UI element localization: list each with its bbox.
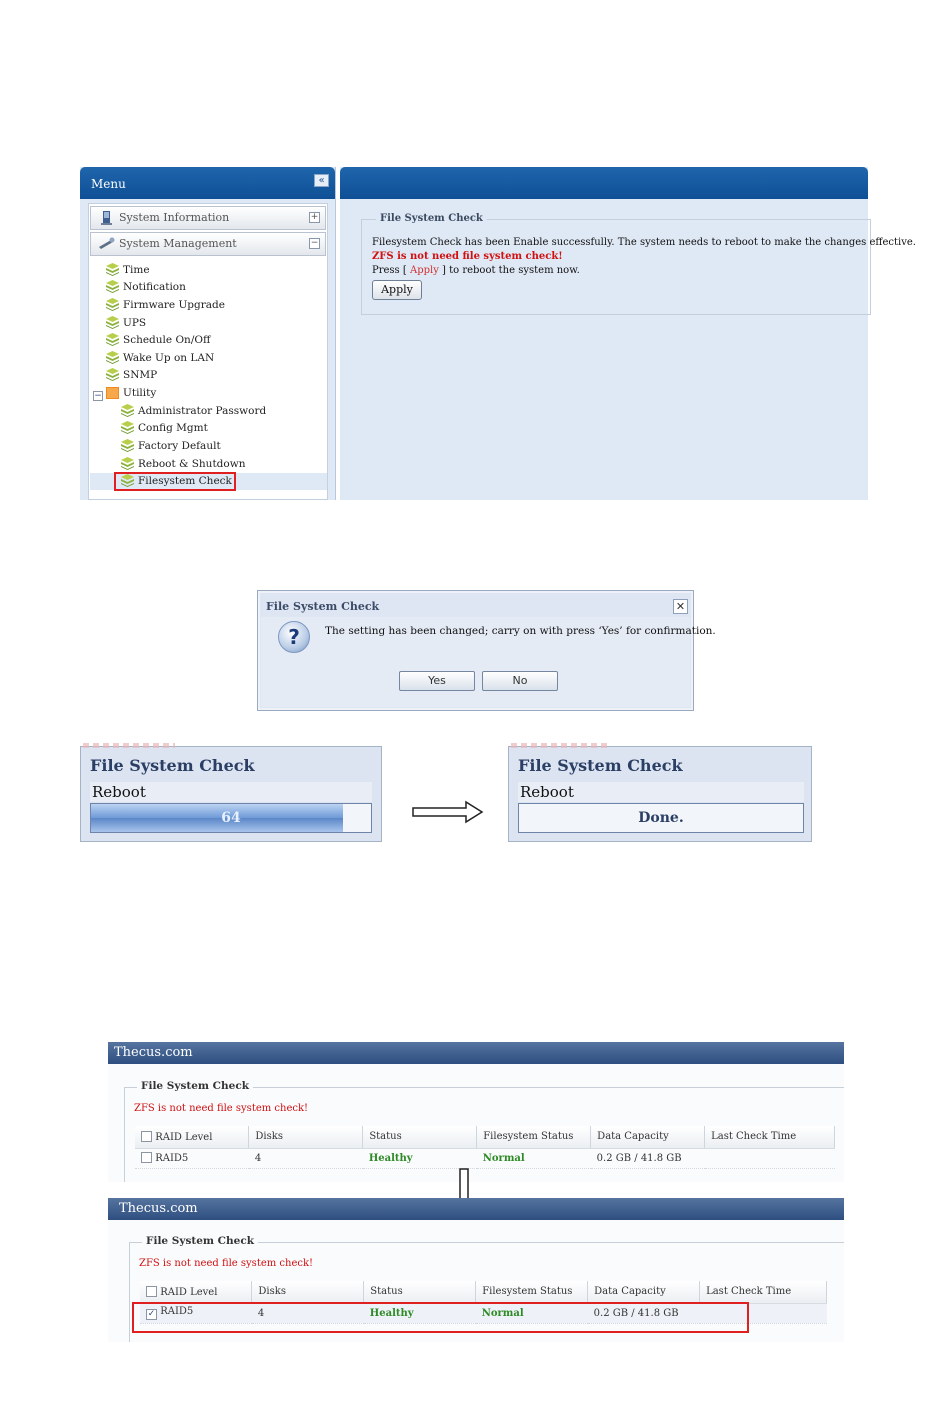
section-system-management[interactable] — [90, 232, 326, 256]
reboot-done-box — [508, 746, 812, 842]
module-icon — [106, 368, 119, 381]
fieldset-legend: File System Check — [137, 1080, 253, 1092]
thecus-screen-before — [108, 1042, 844, 1182]
content-panel — [340, 167, 916, 500]
system-information-icon — [99, 211, 115, 225]
close-icon[interactable]: ✕ — [673, 599, 688, 614]
module-icon — [106, 351, 119, 364]
column-header-raid-level — [135, 1126, 249, 1148]
menu-header — [80, 167, 335, 199]
background-residue — [83, 743, 175, 748]
column-header-status: Status — [363, 1126, 477, 1148]
reboot-progress-bar — [90, 803, 372, 833]
expand-icon[interactable]: + — [310, 212, 319, 222]
menu-item-notification[interactable] — [106, 279, 186, 296]
menu-item-factory-default[interactable] — [121, 438, 221, 455]
column-header-data-capacity: Data Capacity — [591, 1126, 705, 1148]
menu-item-label: Factory Default — [138, 440, 221, 452]
menu-item-label: UPS — [123, 317, 147, 329]
thecus-header: Thecus.com — [108, 1198, 844, 1220]
right-arrow-icon — [412, 800, 484, 824]
menu-item-ups[interactable] — [106, 315, 146, 332]
menu-item-reboot-shutdown[interactable] — [121, 456, 245, 473]
cell-data-capacity: 0.2 GB / 41.8 GB — [588, 1303, 700, 1323]
cell-disks: 4 — [249, 1148, 363, 1168]
reboot-label: Reboot — [90, 782, 372, 802]
content-header — [340, 167, 868, 199]
tools-icon — [99, 237, 115, 251]
row-checkbox[interactable] — [141, 1152, 152, 1163]
fieldset-legend: File System Check — [142, 1235, 258, 1247]
apply-button[interactable]: Apply — [372, 280, 422, 300]
reboot-title: File System Check — [90, 756, 255, 775]
reboot-progress-bar — [518, 803, 804, 833]
fieldset-legend: File System Check — [376, 213, 487, 224]
dialog-body — [261, 617, 716, 707]
cell-status: Healthy — [364, 1303, 476, 1323]
column-label: RAID Level — [160, 1286, 218, 1298]
raid-level-value: RAID5 — [155, 1153, 189, 1164]
menu-title: Menu — [91, 177, 126, 191]
background-residue — [511, 743, 607, 748]
column-header-data-capacity: Data Capacity — [588, 1281, 700, 1303]
cell-data-capacity: 0.2 GB / 41.8 GB — [591, 1148, 705, 1168]
progress-text: Done. — [638, 810, 684, 826]
thecus-header: Thecus.com — [108, 1042, 844, 1064]
module-icon — [121, 439, 134, 452]
module-icon — [106, 298, 119, 311]
module-icon — [121, 457, 134, 470]
menu-item-utility[interactable] — [93, 385, 156, 402]
cell-raid-level — [135, 1148, 249, 1168]
table-header — [140, 1281, 827, 1303]
file-system-check-fieldset — [361, 213, 916, 315]
no-button[interactable]: No — [482, 671, 558, 691]
column-header-status: Status — [364, 1281, 476, 1303]
menu-item-time[interactable] — [106, 262, 150, 279]
cell-last-check-time — [705, 1148, 835, 1168]
table-row[interactable] — [135, 1148, 835, 1168]
cell-status: Healthy — [363, 1148, 477, 1168]
press-suffix: ] to reboot the system now. — [442, 265, 580, 276]
yes-button[interactable]: Yes — [399, 671, 475, 691]
column-header-raid-level — [140, 1281, 252, 1303]
menu-item-snmp[interactable] — [106, 367, 157, 384]
success-message: Filesystem Check has been Enable successfully. The system needs to reboot to make the changes effective. — [372, 237, 916, 248]
column-header-filesystem-status: Filesystem Status — [477, 1126, 591, 1148]
zfs-warning: ZFS is not need file system check! — [139, 1258, 314, 1269]
highlight-box — [132, 1302, 749, 1333]
question-icon: ? — [278, 621, 310, 653]
menu-item-administrator-password[interactable] — [121, 403, 266, 420]
menu-item-label: Wake Up on LAN — [123, 352, 215, 364]
menu-item-label: Notification — [123, 281, 186, 293]
menu-item-label: Reboot & Shutdown — [138, 458, 246, 470]
highlight-box — [114, 472, 236, 491]
cell-filesystem-status: Normal — [477, 1148, 591, 1168]
zfs-warning: ZFS is not need file system check! — [372, 251, 563, 262]
menu-item-firmware-upgrade[interactable] — [106, 297, 225, 314]
column-label: RAID Level — [155, 1131, 213, 1143]
menu-item-label: Filesystem Check — [138, 475, 232, 487]
menu-item-label: Administrator Password — [138, 405, 267, 417]
zfs-warning: ZFS is not need file system check! — [134, 1103, 309, 1114]
column-header-disks: Disks — [252, 1281, 364, 1303]
cell-filesystem-status: Normal — [476, 1303, 588, 1323]
menu-item-label: Schedule On/Off — [123, 334, 211, 346]
dialog-title: File System Check — [266, 600, 380, 613]
reboot-title: File System Check — [518, 756, 683, 775]
dialog-message: The setting has been changed; carry on with press ‘Yes’ for confirmation. — [325, 625, 716, 637]
section-system-information[interactable] — [90, 206, 326, 230]
apply-link[interactable]: Apply — [409, 265, 439, 276]
press-prefix: Press [ — [372, 265, 407, 276]
menu-item-wake-up-on-lan[interactable] — [106, 350, 214, 367]
progress-text: 64 — [221, 810, 241, 826]
menu-panel — [80, 167, 336, 500]
collapse-menu-button[interactable]: « — [314, 174, 329, 187]
column-header-disks: Disks — [249, 1126, 363, 1148]
thecus-screen-after — [108, 1198, 844, 1342]
column-header-filesystem-status: Filesystem Status — [476, 1281, 588, 1303]
menu-item-label: Firmware Upgrade — [123, 299, 225, 311]
select-all-checkbox[interactable] — [146, 1286, 157, 1297]
select-all-checkbox[interactable] — [141, 1131, 152, 1142]
row-checkbox-checked[interactable]: ✓ — [147, 1309, 156, 1319]
module-icon — [106, 263, 119, 276]
module-icon — [121, 421, 134, 434]
menu-item-label: Config Mgmt — [138, 422, 208, 434]
file-system-check-fieldset — [124, 1080, 844, 1182]
section-label: System Information — [119, 211, 230, 224]
confirm-dialog — [257, 590, 716, 711]
menu-item-schedule-on-off[interactable] — [106, 332, 210, 349]
cell-disks: 4 — [252, 1303, 364, 1323]
reboot-label: Reboot — [518, 782, 804, 802]
section-label: System Management — [119, 237, 237, 250]
column-header-last-check-time: Last Check Time — [700, 1281, 827, 1303]
table-header — [135, 1126, 835, 1148]
menu-item-label: Time — [123, 264, 150, 276]
module-icon — [121, 404, 134, 417]
module-icon — [106, 280, 119, 293]
menu-item-label: Utility — [123, 387, 157, 399]
press-instruction — [372, 265, 580, 276]
reboot-progress-box — [80, 746, 382, 842]
module-icon — [106, 316, 119, 329]
module-icon — [106, 333, 119, 346]
admin-screenshot — [80, 167, 916, 500]
raid-table — [135, 1126, 835, 1169]
menu-item-config-mgmt[interactable] — [121, 420, 208, 437]
menu-item-label: SNMP — [123, 369, 158, 381]
raid-level-value: RAID5 — [160, 1306, 194, 1317]
folder-icon — [106, 386, 119, 399]
column-header-last-check-time: Last Check Time — [705, 1126, 835, 1148]
tree-collapse-icon[interactable]: − — [94, 391, 102, 401]
collapse-icon[interactable]: − — [310, 238, 319, 248]
